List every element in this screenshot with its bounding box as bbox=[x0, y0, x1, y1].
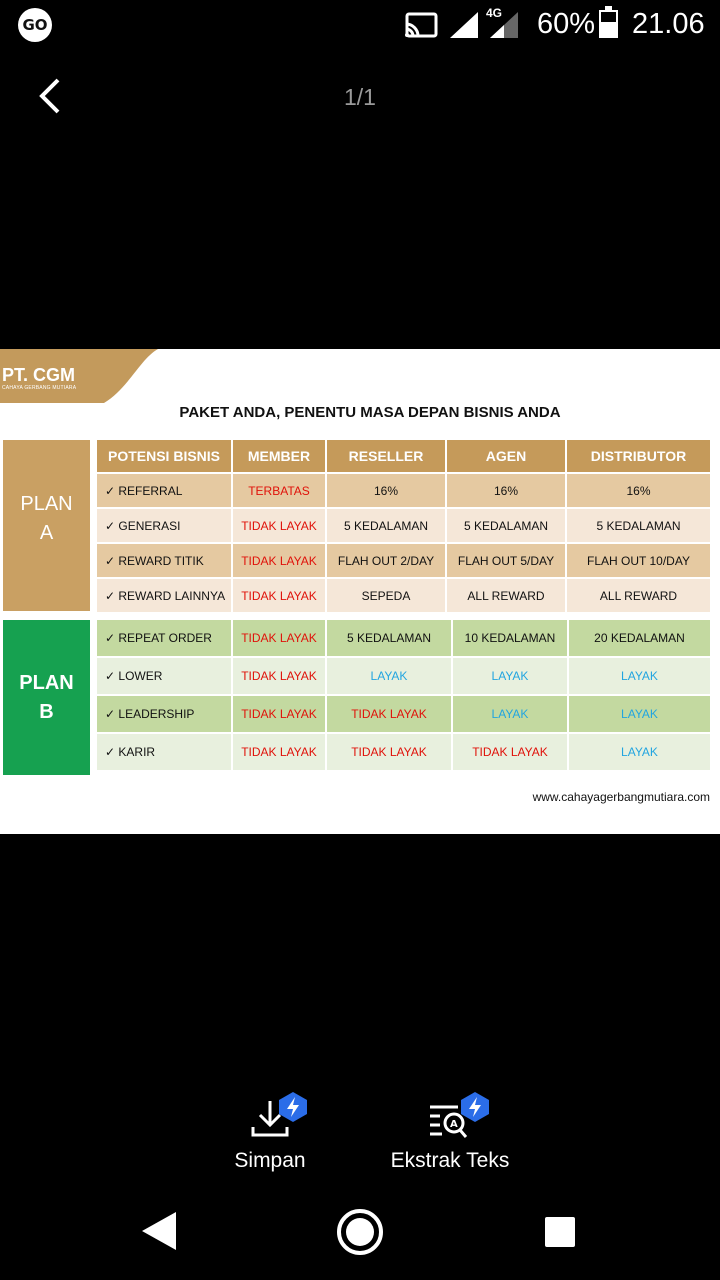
brand-subtitle: CAHAYA GERBANG MUTIARA bbox=[2, 385, 77, 391]
table-cell: ✓ REWARD TITIK bbox=[97, 544, 233, 577]
table-cell: ✓ LOWER bbox=[97, 658, 233, 694]
table-cell: TIDAK LAYAK bbox=[453, 734, 569, 770]
premium-bolt-icon bbox=[460, 1091, 490, 1123]
table-cell: ✓ REFERRAL bbox=[97, 474, 233, 507]
chevron-left-icon bbox=[32, 74, 76, 118]
table-cell: TERBATAS bbox=[233, 474, 327, 507]
table-cell: ✓ REPEAT ORDER bbox=[97, 620, 233, 656]
table-cell: TIDAK LAYAK bbox=[233, 658, 327, 694]
battery-icon bbox=[599, 10, 618, 38]
status-bar bbox=[0, 0, 720, 50]
table-cell: FLAH OUT 10/DAY bbox=[587, 553, 690, 568]
clock: 21.06 bbox=[632, 8, 705, 40]
table-cell: LAYAK bbox=[621, 745, 658, 759]
back-button[interactable] bbox=[32, 74, 76, 118]
table-cell: LAYAK bbox=[453, 696, 569, 732]
nav-home-button[interactable] bbox=[337, 1209, 383, 1255]
table-header-row bbox=[97, 440, 710, 474]
header-cell: AGEN bbox=[447, 440, 567, 472]
table-cell: TIDAK LAYAK bbox=[233, 734, 327, 770]
table-cell: LAYAK bbox=[327, 658, 453, 694]
go-app-logo: GO bbox=[18, 8, 52, 42]
table-cell: 5 KEDALAMAN bbox=[327, 620, 453, 656]
table-row bbox=[97, 579, 710, 614]
plan-b-label: PLAN B bbox=[3, 620, 90, 775]
extract-text-label: Ekstrak Teks bbox=[390, 1149, 510, 1172]
page-counter: 1/1 bbox=[344, 84, 376, 110]
plan-b-table bbox=[97, 620, 710, 772]
nav-recents-button[interactable] bbox=[545, 1217, 575, 1247]
table-row bbox=[97, 734, 710, 772]
table-cell: ✓ LEADERSHIP bbox=[97, 696, 233, 732]
table-row bbox=[97, 509, 710, 544]
brand-name: PT. CGM bbox=[2, 365, 76, 385]
battery-percentage: 60% bbox=[537, 8, 596, 40]
table-cell: LAYAK bbox=[621, 707, 658, 721]
website-url: www.cahayagerbangmutiara.com bbox=[532, 790, 710, 804]
table-cell: 5 KEDALAMAN bbox=[447, 509, 567, 542]
table-cell: TIDAK LAYAK bbox=[233, 620, 327, 656]
cast-icon bbox=[404, 12, 438, 38]
table-cell: TIDAK LAYAK bbox=[327, 734, 453, 770]
header-cell: POTENSI BISNIS bbox=[97, 440, 233, 472]
table-cell: TIDAK LAYAK bbox=[233, 544, 327, 577]
table-cell: TIDAK LAYAK bbox=[233, 509, 327, 542]
table-row bbox=[97, 474, 710, 509]
table-cell: TIDAK LAYAK bbox=[233, 696, 327, 732]
plan-a-label: PLAN A bbox=[3, 440, 90, 611]
save-label: Simpan bbox=[234, 1149, 306, 1172]
header-cell: MEMBER bbox=[233, 440, 327, 472]
save-button[interactable] bbox=[220, 1095, 320, 1173]
table-cell: 5 KEDALAMAN bbox=[327, 509, 447, 542]
table-row bbox=[97, 696, 710, 734]
premium-bolt-icon bbox=[278, 1091, 308, 1123]
table-cell: 5 KEDALAMAN bbox=[596, 518, 681, 533]
table-cell: 16% bbox=[447, 474, 567, 507]
table-cell: 10 KEDALAMAN bbox=[453, 620, 569, 656]
table-cell: FLAH OUT 2/DAY bbox=[327, 544, 447, 577]
table-cell: LAYAK bbox=[621, 669, 658, 683]
table-cell: SEPEDA bbox=[327, 579, 447, 612]
table-cell: TIDAK LAYAK bbox=[233, 579, 327, 612]
nav-back-icon[interactable] bbox=[140, 1210, 180, 1252]
table-cell: 16% bbox=[626, 483, 651, 498]
header-cell: RESELLER bbox=[327, 440, 447, 472]
table-cell: ✓ KARIR bbox=[97, 734, 233, 770]
header-cell: DISTRIBUTOR bbox=[590, 448, 687, 464]
table-cell: 20 KEDALAMAN bbox=[594, 631, 685, 645]
network-type-label: 4G bbox=[486, 6, 503, 20]
table-cell: ✓ GENERASI bbox=[97, 509, 233, 542]
table-row bbox=[97, 658, 710, 696]
table-cell: ✓ REWARD LAINNYA bbox=[97, 579, 233, 612]
image-view[interactable] bbox=[0, 349, 720, 834]
table-row bbox=[97, 544, 710, 579]
table-cell: 16% bbox=[327, 474, 447, 507]
table-cell: ALL REWARD bbox=[447, 579, 567, 612]
signal-strength-icon bbox=[450, 12, 480, 38]
table-cell: FLAH OUT 5/DAY bbox=[447, 544, 567, 577]
table-cell: LAYAK bbox=[453, 658, 569, 694]
table-row bbox=[97, 620, 710, 658]
svg-text:A: A bbox=[450, 1119, 458, 1130]
table-cell: ALL REWARD bbox=[599, 588, 678, 603]
poster-headline: PAKET ANDA, PENENTU MASA DEPAN BISNIS ANDA bbox=[179, 404, 561, 421]
signal-strength-icon-2 bbox=[490, 12, 520, 38]
table-cell: TIDAK LAYAK bbox=[327, 696, 453, 732]
plan-a-table bbox=[97, 440, 710, 614]
extract-text-button[interactable] bbox=[380, 1095, 520, 1173]
